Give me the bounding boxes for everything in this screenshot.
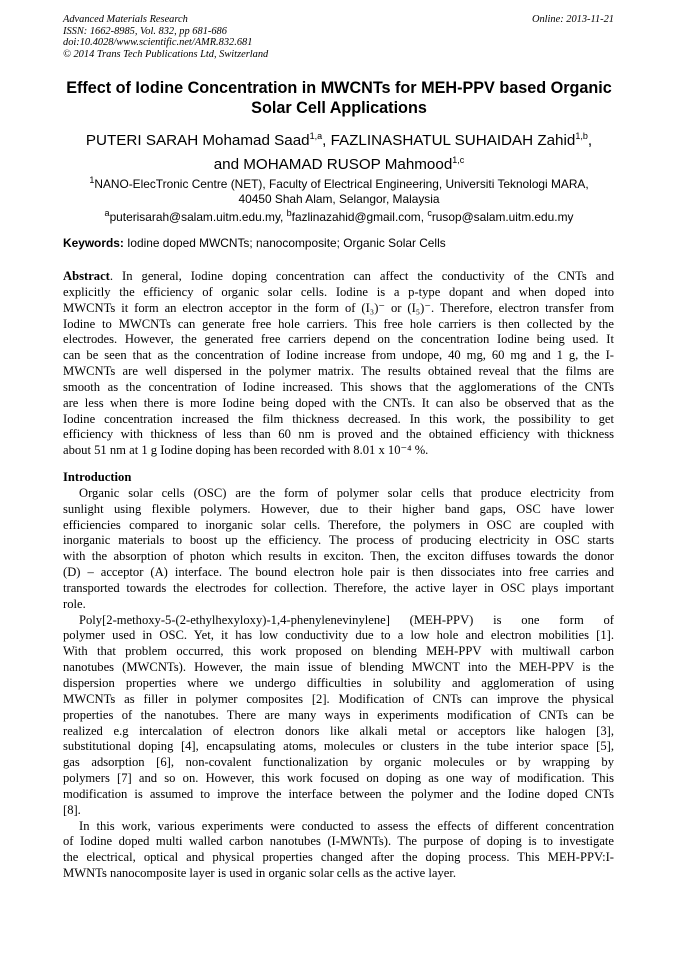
title-line: Solar Cell Applications [251, 98, 427, 117]
section-heading: Introduction [63, 470, 132, 484]
email[interactable]: fazlinazahid@gmail.com, [291, 210, 428, 225]
paragraph-line: inorganic materials to boost up the efficiency. The process of producing electricity in OSC starts [63, 533, 614, 548]
email-sup: b [286, 208, 292, 219]
paragraph-line: the electrical, optical and physical properties changed after the doping process. This MEH-PPV:I- [63, 850, 614, 865]
paragraph-line: properties of the nanotubes. There are many ways in experiments modification of CNTs can be [63, 707, 614, 722]
paragraph-line: polymer used in OSC. Yet, it has low conductivity due to a low hole and electron mobilities [1]. [63, 628, 614, 643]
email[interactable]: puterisarah@salam.uitm.edu.my, [109, 210, 287, 225]
aff-line: 40450 Shah Alam, Selangor, Malaysia [238, 191, 440, 206]
copyright: © 2014 Trans Tech Publications Ltd, Switzerland [63, 49, 269, 61]
paragraph-line: with the absorption of photon which results in exciton. Then, the exciton diffuses towards the donor [63, 549, 614, 564]
abstract [63, 269, 614, 459]
author-sup: 1,c [452, 154, 465, 165]
email[interactable]: rusop@salam.uitm.edu.my [431, 210, 574, 225]
journal-name: Advanced Materials Research [63, 14, 188, 25]
abstract-line: MWCNTs it form an electron acceptor in the form of (I₃)⁻ or (I₅)⁻. Therefore, electron transfer from [63, 300, 614, 315]
paragraph-line: Organic solar cells (OSC) are the form of polymer solar cells that produce electricity from [79, 485, 614, 500]
email-sup: a [104, 208, 110, 219]
abstract-line: electrodes. However, the generated free carriers depend on the concentration Iodine being used. It [63, 332, 614, 347]
paragraph-line: (D) – acceptor (A) interface. The bound electron hole pair is then dissociates into free carries and [63, 565, 614, 580]
keywords-text: Iodine doped MWCNTs; nanocomposite; Organic Solar Cells [123, 236, 446, 250]
author: FAZLINASHATUL SUHAIDAH Zahid [330, 132, 576, 150]
introduction [63, 470, 614, 882]
paragraph-line: role. [63, 596, 86, 611]
paragraph-line: realized e.g intercalation of electron donors like alkali metal or acceptors like halogen [3], [63, 723, 614, 738]
paragraph-line: of Iodine doped multi walled carbon nanotubes (I-MWNTs). The purpose of doping is to investigate [63, 834, 614, 849]
abstract-line: Iodine to MWCNTs can generate free hole carriers. This free hole carriers is then collected by the [63, 316, 614, 331]
paragraph-line: MWCNTs as filler in polymer composites [2]. Modification of CNTs can improve the physical [63, 691, 614, 706]
abstract-line: smooth as the concentration of Iodine increased. This shows that the agglomerations of the CNTs [63, 379, 614, 394]
paragraph-line: In this work, various experiments were conducted to assess the effects of different concentration [79, 818, 614, 833]
aff-line: NANO-ElecTronic Centre (NET), Faculty of Electrical Engineering, Universiti Teknologi MARA, [94, 176, 589, 191]
online-date: Online: 2013-11-21 [531, 14, 614, 25]
keywords-label: Keywords: [63, 236, 124, 250]
abstract-line: are less when there is more Iodine being doped with the CNTs. It can also be observed that as the [63, 395, 614, 410]
paragraph-line: Poly[2-methoxy-5-(2-ethylhexyloxy)-1,4-phenylenevinylene] (MEH-PPV) is one form of [79, 612, 614, 627]
abstract-line: Iodine concentration increased the film thickness decreased. In this work, the possibility to get [63, 411, 614, 426]
abstract-line: efficiency with thickness of less than 60 nm is proved and the obtained efficiency with thickness [63, 427, 614, 442]
abstract-line: explicitly the efficiency of organic solar cells. Iodine is a p-type dopant and when doped into [63, 284, 614, 299]
paragraph-line: modification is assumed to improve the interface between the polymer and the Iodine doped CNTs [63, 786, 614, 801]
paragraph-line: [8]. [63, 802, 81, 817]
author-sup: 1,b [575, 131, 588, 141]
paragraph-line: gas adsorption [6], non-covalent functionalization by organic molecules or by wrapping by [63, 755, 614, 770]
title-line: Effect of Iodine Concentration in MWCNTs for MEH-PPV based Organic [66, 79, 612, 97]
email-sup: c [427, 208, 432, 219]
paper-title [40, 79, 638, 118]
author-sup: 1,a [309, 131, 323, 141]
abstract-label: Abstract [63, 269, 110, 283]
abstract-line: can be seen that as the concentration of Iodine increase from undope, 40 mg, 60 mg and 1 g, the I- [63, 348, 614, 363]
author: and MOHAMAD RUSOP Mahmood [213, 155, 453, 173]
emails [30, 206, 648, 225]
author: PUTERI SARAH Mohamad Saad [85, 132, 310, 150]
paragraph-line: transported towards the electrodes for collection. Therefore, the active layer in OSC plays important [63, 580, 614, 595]
sep: , [322, 132, 331, 150]
paragraph-line: sunlight using flexible polymers. However, due to their higher band gaps, OSC have lower [63, 501, 614, 516]
issn: ISSN: 1662-8985, Vol. 832, pp 681-686 [63, 25, 227, 37]
abstract-line: MWCNTs are well dispersed in the polymer matrix. The results obtained reveal that the films are [63, 364, 614, 379]
authors: PUTERI SARAH Mohamad Saad$^{1,a}$, FAZLINASHATUL SUHAIDAH Zahid$^{1,b}$, and MOHAMAD RUSOP Mahmood$^{1,c}$ [85, 131, 593, 173]
paragraph-line: nanotubes (MWCNTs). However, the main issue of blending MWCNT into the MEH-PPV is the [63, 660, 614, 675]
journal-header [63, 14, 268, 61]
affiliation [30, 173, 648, 225]
paragraph-line: With that problem occurred, this work proposed on blending MEH-PPV with multiwall carbon [63, 644, 614, 659]
paragraph-line: polymers [7] and so on. However, this work focused on doping as one way of modification. This [63, 771, 614, 786]
paragraph-line: substitutional doping [4], encapsulating atoms, molecules or clusters in the tube interior space [5], [63, 739, 614, 754]
keywords [63, 236, 446, 250]
paragraph-line: MWNTs nanocomposite layer is used in organic solar cells as the active layer. [63, 866, 457, 881]
abstract-line: about 51 nm at 1 g Iodine doping has been recorded with 8.01 x 10⁻⁴ %. [63, 443, 429, 458]
abstract-line: . In general, Iodine doping concentration can affect the conductivity of the CNTs and [109, 269, 614, 283]
paragraph-line: dispersion properties where we undergo difficulties in solubility and agglomeration of using [63, 675, 614, 690]
paragraph-line: efficiencies compared to inorganic solar cells. Therefore, the polymers in OSC are coupled with [63, 517, 614, 532]
aff-sup: 1 [89, 175, 95, 185]
doi: doi:10.4028/www.scientific.net/AMR.832.681 [63, 37, 253, 49]
